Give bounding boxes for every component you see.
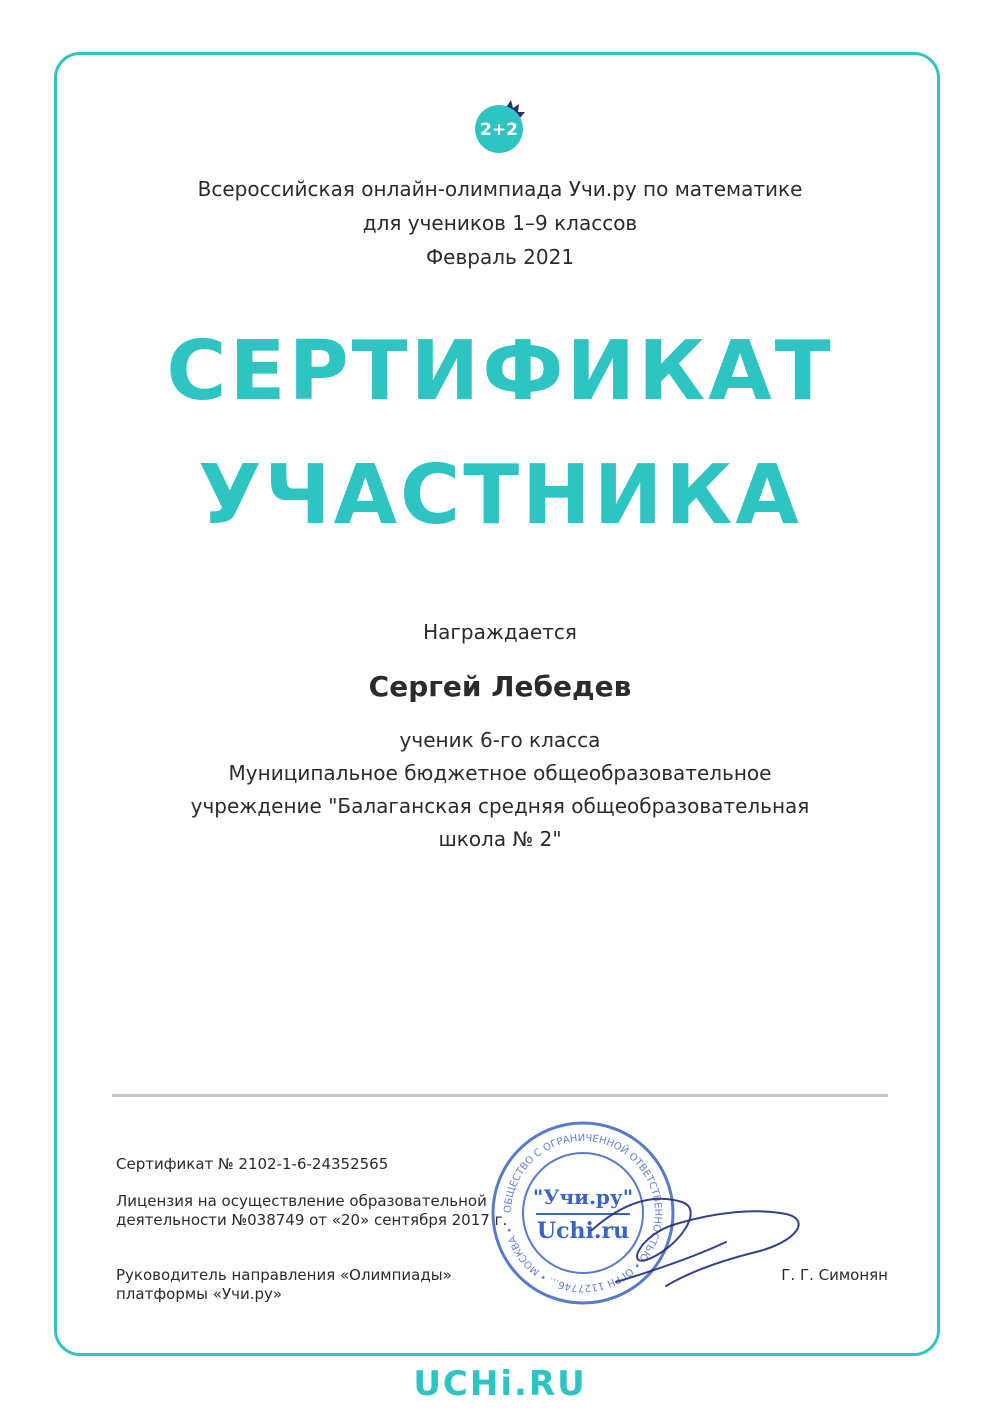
recipient-name: Сергей Лебедев [368, 670, 632, 703]
school-name-line3: школа № 2" [438, 827, 562, 851]
school-name-line1: Муниципальное бюджетное общеобразовательное [228, 761, 772, 785]
awarded-label: Награждается [423, 620, 577, 644]
license-line1: Лицензия на осуществление образовательной [116, 1192, 487, 1210]
certificate-number: Сертификат № 2102-1-6-24352565 [116, 1155, 389, 1173]
logo-badge-text: 2+2 [480, 120, 518, 140]
stamp-text-bottom: Uchi.ru [536, 1218, 630, 1244]
license-line2: деятельности №038749 от «20» сентября 2017 г. [116, 1211, 508, 1229]
certificate-title-line2: УЧАСТНИКА [198, 448, 802, 543]
stamp-ring-text: ОБЩЕСТВО С ОГРАНИЧЕННОЙ ОТВЕТСТВЕННОСТЬЮ • ОГРН 1127746... • МОСКВА • [502, 1132, 664, 1294]
certificate-title-line1: СЕРТИФИКАТ [166, 324, 834, 419]
recipient-grade: ученик 6-го класса [399, 728, 601, 752]
signer-name: Г. Г. Симонян [781, 1266, 888, 1284]
head-title-line1: Руководитель направления «Олимпиады» [116, 1266, 452, 1284]
stamp-text-top: "Учи.ру" [532, 1185, 634, 1209]
olympiad-title: Всероссийская онлайн-олимпиада Учи.ру по математике [197, 177, 803, 201]
head-title-line2: платформы «Учи.ру» [116, 1285, 283, 1303]
footer-divider [112, 1094, 888, 1097]
school-name-line2: учреждение "Балаганская средняя общеобразовательная [190, 794, 810, 818]
uchi-logo-badge-icon [473, 100, 527, 154]
uchi-ru-logo: UCHi.RU [413, 1364, 587, 1404]
olympiad-date: Февраль 2021 [425, 245, 575, 269]
olympiad-audience: для учеников 1–9 классов [362, 211, 638, 235]
